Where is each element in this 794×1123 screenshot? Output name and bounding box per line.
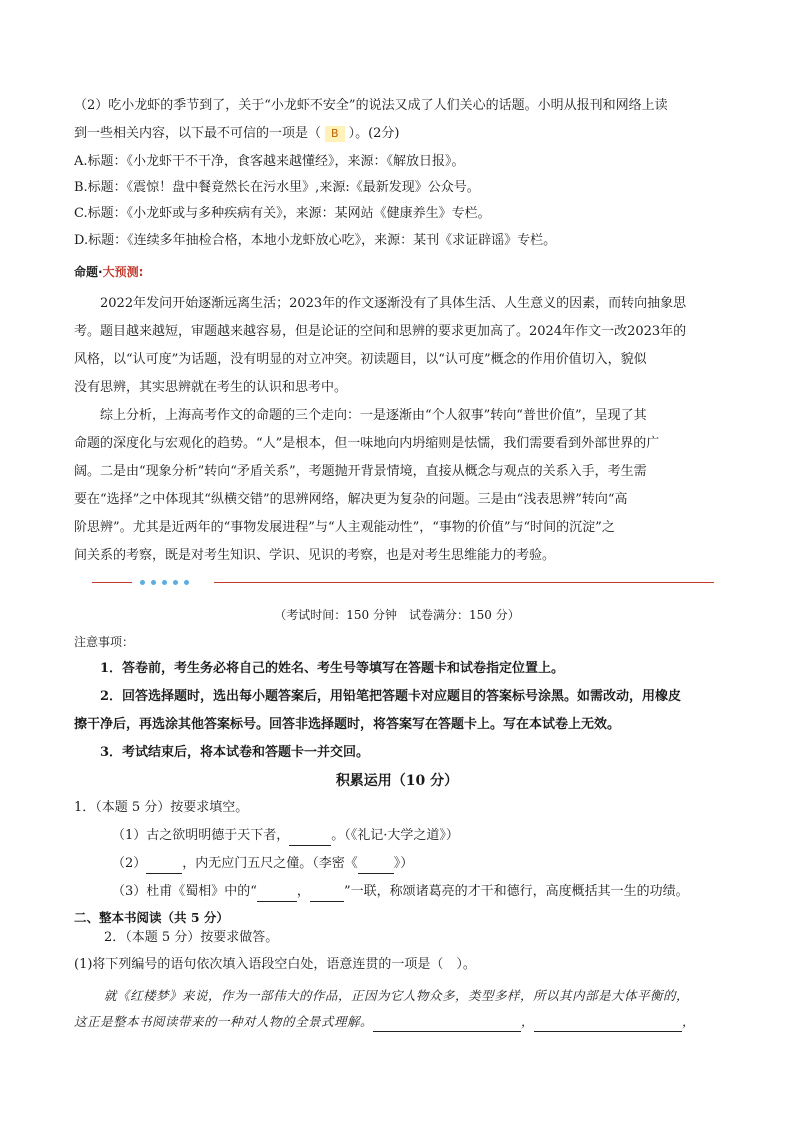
option-c: C.标题：《小龙虾或与多种疾病有关》，来源：某网站《健康养生》专栏。 <box>74 206 491 221</box>
prediction-title-main: 大预测: <box>102 265 144 279</box>
blank-3[interactable] <box>358 859 394 874</box>
section2-title: 二、整本书阅读（共 5 分） <box>74 910 229 925</box>
option-b: B.标题：《震惊！盘中餐竟然长在污水里》,来源:《最新发现》公众号。 <box>74 180 480 195</box>
divider-line-right <box>214 582 714 583</box>
q1-item-2-post: 》） <box>393 856 414 871</box>
option-a: A.标题：《小龙虾干不干净，食客越来越懂经》，来源：《解放日报》。 <box>74 154 465 169</box>
notice-2: 2．回答选择题时，选出每小题答案后，用铅笔把答题卡对应题目的答案标号涂黑。如需改动，用橡皮 <box>100 689 682 704</box>
q2-line2-pre: 到一些相关内容，以下最不可信的一项是（ <box>74 126 322 141</box>
notice-2-cont: 擦干净后，再选涂其他答案标号。回答非选择题时，将答案写在答题卡上。写在本试卷上无效。 <box>74 717 621 732</box>
q1-item-2 <box>112 854 413 874</box>
divider-line-left <box>92 582 132 583</box>
divider-dot <box>173 580 178 585</box>
para2-line5: 阶思辨”。尤其是近两年的“事物发展进程”与“人主观能动性”，“事物的价值”与“时间的沉淀”之 <box>74 520 615 535</box>
q2-line2 <box>74 124 399 144</box>
passage-line2 <box>74 1012 695 1032</box>
prediction-title <box>74 262 143 282</box>
notice-3: 3．考试结束后，将本试卷和答题卡一并交回。 <box>100 745 370 760</box>
q1-item-1-mid: 。（《礼记·大学之道》） <box>331 828 459 843</box>
passage-line2-text: 这正是整本书阅读带来的一种对人物的全景式理解。 <box>74 1014 374 1029</box>
para1-line3: 风格，以“认可度”为话题，没有明显的对立冲突。初读题目，以“认可度”概念的作用价值切入，貌似 <box>74 352 647 367</box>
q1-stem: 1．（本题 5 分）按要求填空。 <box>74 800 249 815</box>
passage-comma: ， <box>521 1014 535 1029</box>
q1-item-2-mid: ，内无应门五尺之僮。（李密《 <box>182 856 358 871</box>
q1-item-3-post: ”一联，称颂诸葛亮的才干和德行，高度概括其一生的功绩。 <box>343 884 689 899</box>
section1-title: 积累运用（10 分） <box>335 773 459 789</box>
prediction-title-prefix: 命题· <box>74 265 103 279</box>
notice-1: 1．答卷前，考生务必将自己的姓名、考生号等填写在答题卡和试卷指定位置上。 <box>100 661 565 676</box>
passage-blank-1[interactable] <box>373 1017 521 1032</box>
divider-dots <box>140 578 200 588</box>
divider-dot <box>162 580 167 585</box>
blank-5[interactable] <box>310 887 344 902</box>
para2-line1: 综上分析，上海高考作文的命题的三个走向：一是逐渐由“个人叙事”转向“普世价值”，呈现了其 <box>100 408 647 423</box>
section-divider <box>92 578 716 588</box>
blank-4[interactable] <box>257 887 297 902</box>
answer-highlight: B <box>325 126 345 142</box>
q1-item-1 <box>112 826 459 846</box>
para2-line2: 命题的深度化与宏观化的趋势。“人”是根本，但一味地向内坍缩则是怯懦，我们需要看到外部世界的广 <box>74 436 660 451</box>
passage-blank-2[interactable] <box>534 1017 682 1032</box>
q1-item-1-pre: （1）古之欲明明德于天下者， <box>112 828 290 843</box>
q2-sub: (1)将下列编号的语句依次填入语段空白处，语意连贯的一项是（ ）。 <box>74 957 476 972</box>
para2-line4: 要在“选择”之中体现其“纵横交错”的思辨网络，解决更为复杂的问题。三是由“浅表思辨”转向“高 <box>74 492 628 507</box>
q1-item-2-pre: （2） <box>112 856 147 871</box>
q2-line2-post: ）。(2分) <box>348 126 400 141</box>
q2-line1: （2）吃小龙虾的季节到了，关于“小龙虾不安全”的说法又成了人们关心的话题。小明从报刊和网络上读 <box>74 98 668 113</box>
para2-line6: 间关系的考察，既是对考生知识、学识、见识的考察，也是对考生思维能力的考验。 <box>74 548 556 563</box>
para1-line1: 2022年发问开始逐渐远离生活；2023年的作文逐渐没有了具体生活、人生意义的因素，而转向抽象思 <box>100 296 687 311</box>
divider-dot <box>184 580 189 585</box>
divider-dot <box>140 580 145 585</box>
option-d: D.标题：《连续多年抽检合格，本地小龙虾放心吃》，来源：某刊《求证辟谣》专栏。 <box>74 233 557 248</box>
q2-stem: 2．（本题 5 分）按要求做答。 <box>104 930 279 945</box>
para1-line4: 没有思辨，其实思辨就在考生的认识和思考中。 <box>74 380 348 395</box>
passage-comma: ， <box>682 1014 696 1029</box>
notice-title: 注意事项： <box>74 635 135 649</box>
q1-item-3-mid: ， <box>296 884 310 899</box>
para2-line3: 阔。二是由“现象分析”转向“矛盾关系”，考题抛开背景情境，直接从概念与观点的关系入手，考生需 <box>74 464 647 479</box>
exam-time-info: （考试时间：150 分钟 试卷满分：150 分） <box>274 608 520 622</box>
para1-line2: 考。题目越来越短，审题越来越容易，但是论证的空间和思辨的要求更加高了。2024年作文一改2023年的 <box>74 324 687 339</box>
blank-1[interactable] <box>289 831 331 846</box>
q1-item-3-pre: （3）杜甫《蜀相》中的“ <box>112 884 257 899</box>
blank-2[interactable] <box>146 859 182 874</box>
passage-line1: 就《红楼梦》来说，作为一部伟大的作品，正因为它人物众多，类型多样，所以其内部是大体平衡的， <box>104 988 690 1003</box>
divider-dot <box>151 580 156 585</box>
q1-item-3 <box>112 882 689 902</box>
